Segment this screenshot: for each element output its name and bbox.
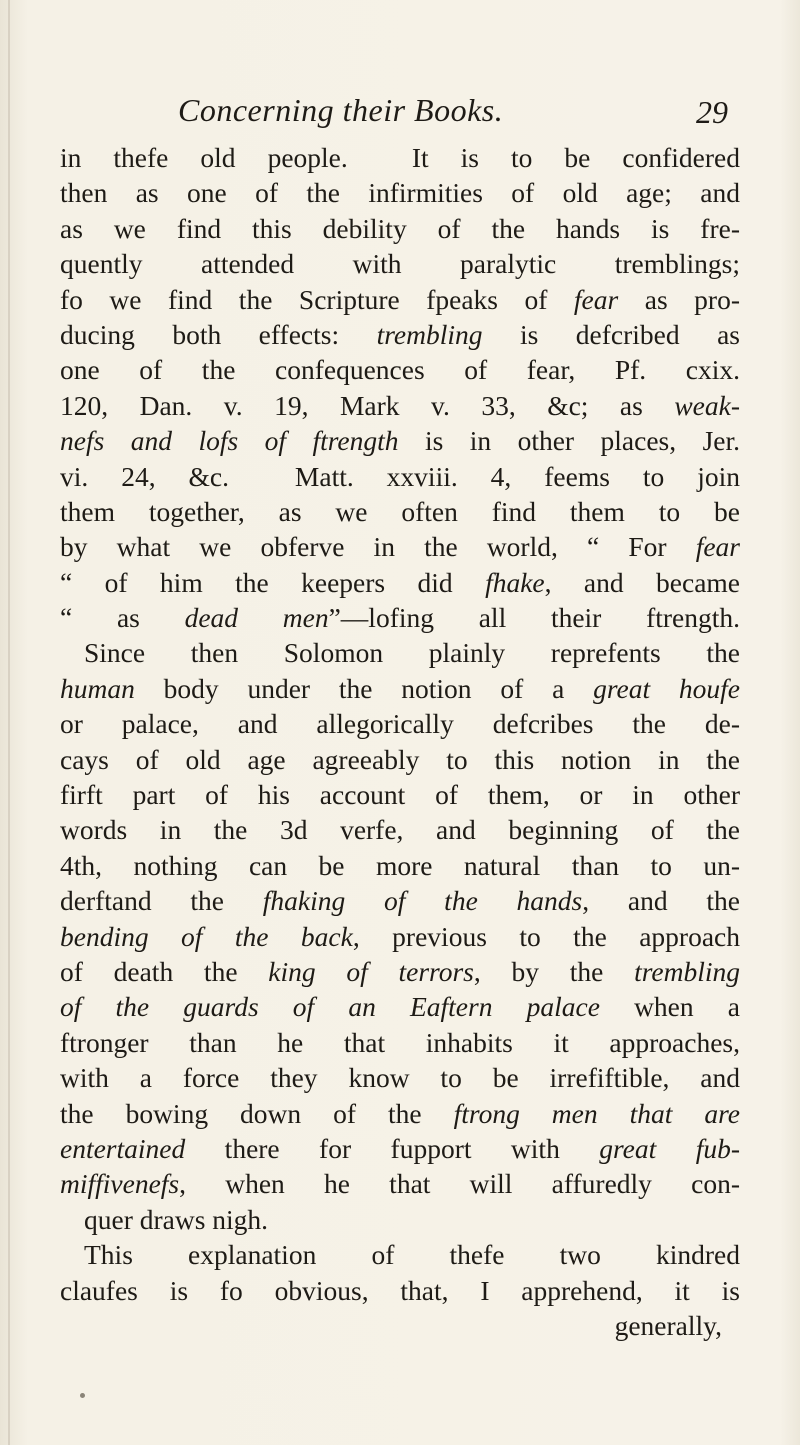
italic-text-run: great houfe [593,672,741,704]
text-line [60,812,740,847]
text-line [60,742,740,777]
italic-text-run: trembling [634,955,740,987]
italic-text-run: miffivenefs [60,1168,180,1200]
text-run: 120, Dan. v. 19, Mark v. 33, &c; as [60,389,675,421]
italic-text-run: great fub- [599,1132,741,1164]
text-run: by what we obferve in the world, “ For [60,531,696,563]
text-line [60,600,740,635]
italic-text-run: trembling [376,318,483,350]
running-head: Concerning their Books. [178,92,504,128]
italic-text-run: king of terrors [268,955,474,987]
italic-text-run: ftrong men that are [453,1097,740,1129]
text-line [60,1096,740,1131]
text-line [60,211,740,246]
text-run: is defcribed as [482,318,740,350]
page-header [0,92,800,132]
text-run: This explanation of thefe two kindred [84,1239,740,1271]
text-line [60,1202,740,1237]
italic-text-run: fhake [485,566,545,598]
text-run: fo we find the Scripture fpeaks of [60,283,574,315]
text-line [60,1060,740,1095]
text-run: vi. 24, &c. Matt. xxviii. 4, feems to join [60,460,740,492]
text-run: firft part of his account of them, or in other [60,779,740,811]
text-line [60,317,740,352]
text-run: derftand the [60,885,263,917]
italic-text-run: fear [573,283,619,315]
text-run: quently attended with paralytic tremblings; [60,248,740,280]
text-line [60,848,740,883]
text-run: ”—lofing all their ftrength. [328,602,740,634]
text-run: , and the [582,885,740,917]
text-run: 4th, nothing can be more natural than to un- [60,849,740,881]
text-run: generally, [614,1309,722,1341]
text-run: ducing both effects: [60,318,377,350]
text-line [60,175,740,210]
text-run: , and became [544,566,741,598]
text-run: as we find this debility of the hands is fre- [60,212,740,244]
text-line [60,1131,740,1166]
italic-text-run: fhaking of the hands [262,885,583,917]
body-text [60,140,740,1343]
text-run: as pro- [618,283,740,315]
text-line [60,919,740,954]
text-line [60,1308,740,1343]
text-run: or palace, and allegorically defcribes the de- [60,708,740,740]
text-line [60,635,740,670]
text-line [60,565,740,600]
text-line [60,140,740,175]
text-run: , by the [473,955,635,987]
text-run: the bowing down of the [60,1097,454,1129]
text-run: ftronger than he that inhabits it approaches, [60,1026,740,1058]
page-number: 29 [696,94,728,130]
text-run: , previous to the approach [352,920,741,952]
text-line [60,706,740,741]
text-line [60,671,740,706]
text-line [60,954,740,989]
italic-text-run: weak- [674,389,740,421]
text-run: Since then Solomon plainly reprefents the [84,637,740,669]
text-line [60,1237,740,1272]
text-run: one of the confequences of fear, Pf. cxix. [60,354,740,386]
text-line [60,989,740,1024]
text-line [60,388,740,423]
text-run: them together, as we often find them to be [60,495,740,527]
text-line [60,1166,740,1201]
italic-text-run: of the guards of an Eaftern palace [60,991,600,1023]
italic-text-run: human [60,672,135,704]
text-line [60,494,740,529]
text-run: when a [599,991,740,1023]
italic-text-run: bending of the back [60,920,353,952]
text-line [60,1025,740,1060]
text-run: , when he that will affuredly con- [179,1168,740,1200]
text-run: body under the notion of a [134,672,594,704]
text-run: “ as [60,602,185,634]
page-fold-shadow [8,0,10,1445]
text-line [60,529,740,564]
italic-text-run: entertained [60,1132,186,1164]
ink-speck [80,1393,85,1398]
text-line [60,883,740,918]
text-run: is in other places, Jer. [398,425,740,457]
italic-text-run: dead men [184,602,329,634]
text-line [60,459,740,494]
text-run: cays of old age agreeably to this notion in the [60,743,740,775]
italic-text-run: fear [695,531,740,563]
text-run: with a force they know to be irrefiftible, and [60,1062,740,1094]
text-line [60,246,740,281]
text-line [60,352,740,387]
text-run: in thefe old people. It is to be confidered [60,142,740,173]
text-run: of death the [60,955,269,987]
text-run: there for fupport with [185,1132,600,1164]
text-run: claufes is fo obvious, that, I apprehend, it is [60,1274,740,1306]
italic-text-run: nefs and lofs of ftrength [60,425,399,457]
text-line [60,777,740,812]
text-line [60,282,740,317]
text-run: words in the 3d verfe, and beginning of the [60,814,740,846]
text-line [60,423,740,458]
text-run: quer draws nigh. [84,1203,269,1235]
text-run: “ of him the keepers did [60,566,486,598]
text-line [60,1273,740,1308]
text-run: then as one of the infirmities of old age; and [60,177,740,209]
